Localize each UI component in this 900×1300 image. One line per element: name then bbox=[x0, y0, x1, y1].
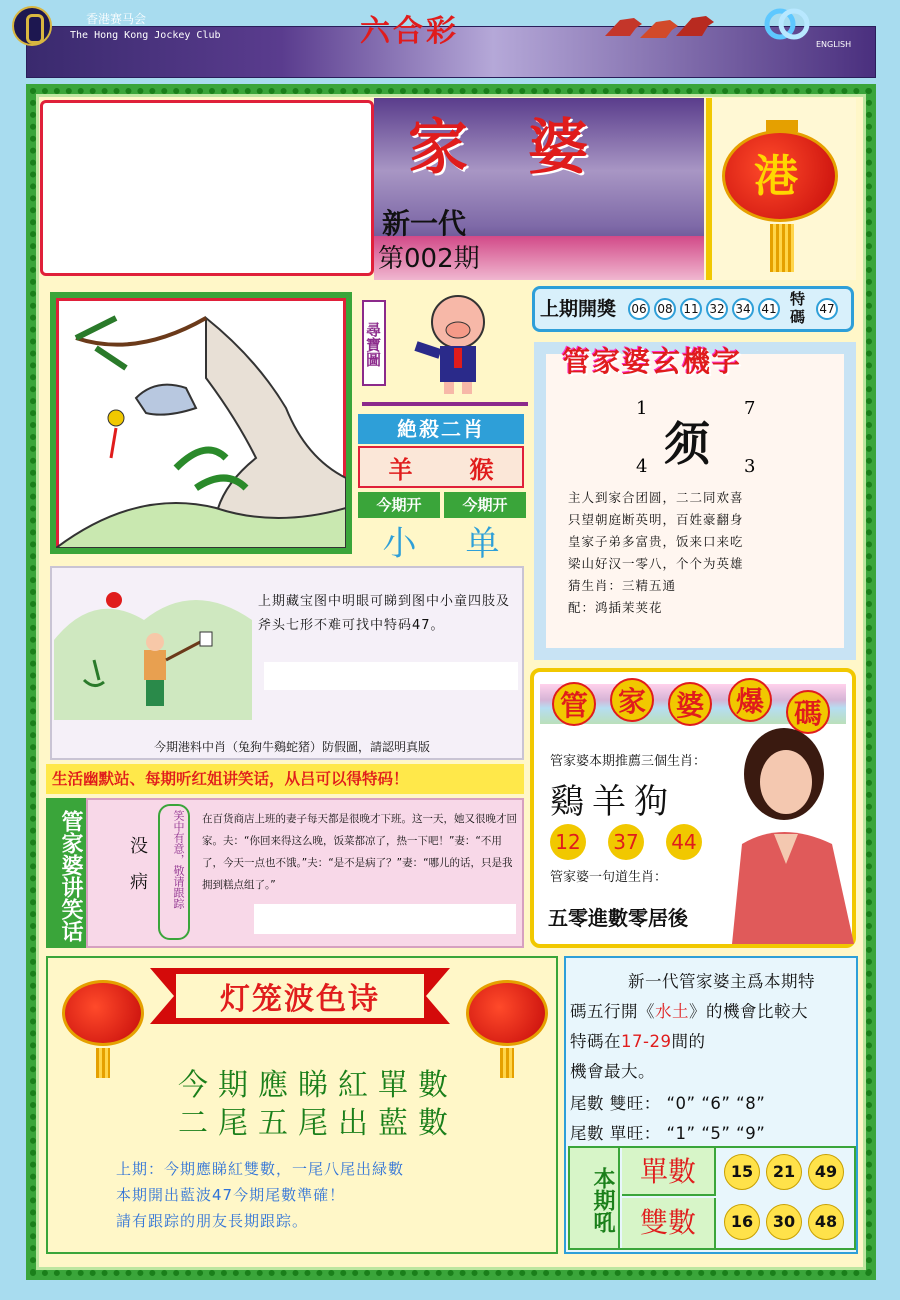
recommend-text: 特碼在 bbox=[570, 1032, 621, 1051]
this-issue-result bbox=[358, 520, 524, 564]
odd-label: 單數 bbox=[622, 1148, 716, 1196]
model-photo bbox=[722, 724, 854, 944]
tail-even-line: 尾數 雙旺： “0” “6” “8” bbox=[570, 1094, 766, 1113]
even-number-ball: 30 bbox=[766, 1204, 802, 1240]
kill-two-zodiac-values bbox=[358, 446, 524, 488]
zodiac-value: 猴 bbox=[469, 455, 494, 484]
this-issue-label: 今期开 bbox=[358, 492, 440, 518]
joke-title: 没病 bbox=[127, 836, 148, 908]
recommend-element: 水土 bbox=[655, 1002, 689, 1021]
even-number-ball: 48 bbox=[808, 1204, 844, 1240]
org-name-cn: 香港赛马会 bbox=[86, 12, 147, 26]
burst-title-char: 婆 bbox=[668, 682, 712, 726]
poem-note: 請有跟踪的朋友長期跟踪。 bbox=[116, 1212, 309, 1230]
poem-line: 皇家子弟多富贵，饭来口来吃 bbox=[568, 534, 744, 549]
divider bbox=[362, 402, 528, 406]
burst-number: 44 bbox=[666, 824, 702, 860]
poem-title: 灯笼波色诗 bbox=[220, 982, 380, 1017]
mystery-digit: 1 bbox=[636, 398, 648, 419]
mystery-char: 须 bbox=[664, 417, 710, 471]
burst-title-char: 爆 bbox=[728, 678, 772, 722]
recommend-line bbox=[570, 998, 808, 1022]
poem-line: 二尾五尾出藍數 bbox=[178, 1106, 458, 1141]
result-small: 小 bbox=[382, 523, 417, 564]
tail-odd-line: 尾數 單旺： “1” “5” “9” bbox=[570, 1124, 766, 1143]
pig-mascot-icon bbox=[396, 290, 516, 398]
burst-title-char: 家 bbox=[610, 678, 654, 722]
result-odd: 单 bbox=[465, 523, 500, 564]
poem-line: 猜生肖：三精五通 bbox=[568, 578, 677, 593]
burst-description: 管家婆本期推薦三個生肖： bbox=[550, 754, 707, 769]
poem-line: 配：鸿插茉荚花 bbox=[568, 600, 663, 615]
mystery-digit: 7 bbox=[744, 398, 756, 419]
odd-number-ball: 49 bbox=[808, 1154, 844, 1190]
this-issue-label: 今期开 bbox=[444, 492, 526, 518]
treasure-map-label: 尋寶圖 bbox=[362, 300, 386, 386]
slogan-banner: 生活幽默站、每期听红姐讲笑话，从吕可以得特码！ bbox=[46, 764, 524, 794]
poem-line: 只望朝庭断英明，百姓豪翻身 bbox=[568, 512, 744, 527]
last-draw-ball: 41 bbox=[758, 298, 780, 320]
odd-number-ball: 21 bbox=[766, 1154, 802, 1190]
poem-note: 上期：今期應睇紅雙數，一尾八尾出緑數 bbox=[116, 1160, 405, 1178]
lottery-title: 六合彩 bbox=[360, 14, 459, 49]
lantern-tassel bbox=[96, 1048, 110, 1078]
recommend-line: 新一代管家婆主爲本期特 bbox=[628, 972, 815, 991]
joke-blank bbox=[254, 904, 516, 934]
burst-zodiac: 鷄羊狗 bbox=[550, 782, 676, 822]
mystery-char-title: 管家婆玄機字 bbox=[562, 345, 743, 378]
burst-number: 12 bbox=[550, 824, 586, 860]
joke-text: 在百货商店上班的妻子每天都是很晚才下班。这一天，她又很晚才回家。夫：“你回来得这么晚，饭菜都凉了，热一下吧！”妻：“不用了，今天一点也不饿。”夫：“是不是病了？”妻：“哪儿的话，只是我拥到糕点组了。” bbox=[202, 813, 517, 891]
english-link-icon[interactable] bbox=[758, 6, 818, 46]
poem-line: 梁山好汉一零八，个个为英雄 bbox=[568, 556, 744, 571]
odd-number-ball: 15 bbox=[724, 1154, 760, 1190]
kill-two-zodiac-title: 絶殺二肖 bbox=[358, 414, 524, 444]
even-number-ball: 16 bbox=[724, 1204, 760, 1240]
header-blank-panel bbox=[40, 100, 374, 276]
mystery-digit: 4 bbox=[636, 456, 648, 477]
poem-note: 本期開出藍波47今期尾數準確！ bbox=[116, 1186, 346, 1204]
poem-line: 今期應睇紅單數 bbox=[178, 1068, 458, 1103]
burst-number: 37 bbox=[608, 824, 644, 860]
joke-section-label: 管家婆讲笑话 bbox=[46, 798, 86, 948]
recommend-text: 》的機會比較大 bbox=[689, 1002, 808, 1021]
lantern-icon bbox=[466, 980, 548, 1046]
last-draw-ball: 32 bbox=[706, 298, 728, 320]
recommend-line: 機會最大。 bbox=[570, 1062, 655, 1081]
header-subtitle: 新一代 bbox=[382, 207, 467, 240]
last-draw-ball: 06 bbox=[628, 298, 650, 320]
special-number-label: 特碼 bbox=[790, 290, 806, 326]
last-draw-ball: 34 bbox=[732, 298, 754, 320]
lantern-tassel bbox=[500, 1048, 514, 1078]
joke-tagline: 笑中有意，敬请跟踪 bbox=[158, 804, 190, 940]
hint-blank bbox=[264, 662, 518, 690]
special-number-ball: 47 bbox=[816, 298, 838, 320]
zodiac-value: 羊 bbox=[388, 455, 413, 484]
burst-title-char: 管 bbox=[552, 682, 596, 726]
recommend-line bbox=[570, 1028, 705, 1052]
recommend-text: 間的 bbox=[671, 1032, 706, 1051]
burst-description-2: 管家婆一句道生肖： bbox=[550, 870, 668, 885]
lantern-tassel bbox=[770, 224, 794, 272]
burst-clue: 五零進數零居後 bbox=[548, 906, 688, 930]
lantern-icon bbox=[62, 980, 144, 1046]
recommend-side-label: 本期吼 bbox=[570, 1148, 620, 1248]
hint-text: 上期藏宝图中明眼可睇到图中小童四肢及斧头七形不难可找中特码47。 bbox=[258, 594, 511, 633]
mystery-digit: 3 bbox=[744, 456, 756, 477]
poem-line: 主人到家合团圆，二二同欢喜 bbox=[568, 490, 744, 505]
english-label[interactable]: ENGLISH bbox=[816, 40, 852, 49]
hint-illustration bbox=[54, 570, 252, 720]
org-name-en: The Hong Kong Jockey Club bbox=[70, 30, 221, 41]
lantern-char: 港 bbox=[754, 151, 798, 202]
last-draw-ball: 11 bbox=[680, 298, 702, 320]
recommend-range: 17-29 bbox=[621, 1032, 672, 1051]
recommend-text: 碼五行開《 bbox=[570, 1002, 655, 1021]
last-draw-label: 上期開獎 bbox=[540, 298, 617, 320]
hkjc-logo[interactable] bbox=[12, 6, 52, 46]
issue-number: 第002期 bbox=[378, 244, 480, 274]
hint-caption: 今期港料中肖（兔狗牛鷄蛇猪）防假圖，請認明真版 bbox=[153, 740, 430, 754]
last-draw-ball: 08 bbox=[654, 298, 676, 320]
horses-icon bbox=[600, 6, 720, 46]
burst-title-char: 碼 bbox=[786, 690, 830, 734]
treasure-map-illustration bbox=[56, 298, 346, 548]
even-label: 雙數 bbox=[622, 1198, 716, 1248]
header-title: 家婆 bbox=[408, 113, 648, 183]
